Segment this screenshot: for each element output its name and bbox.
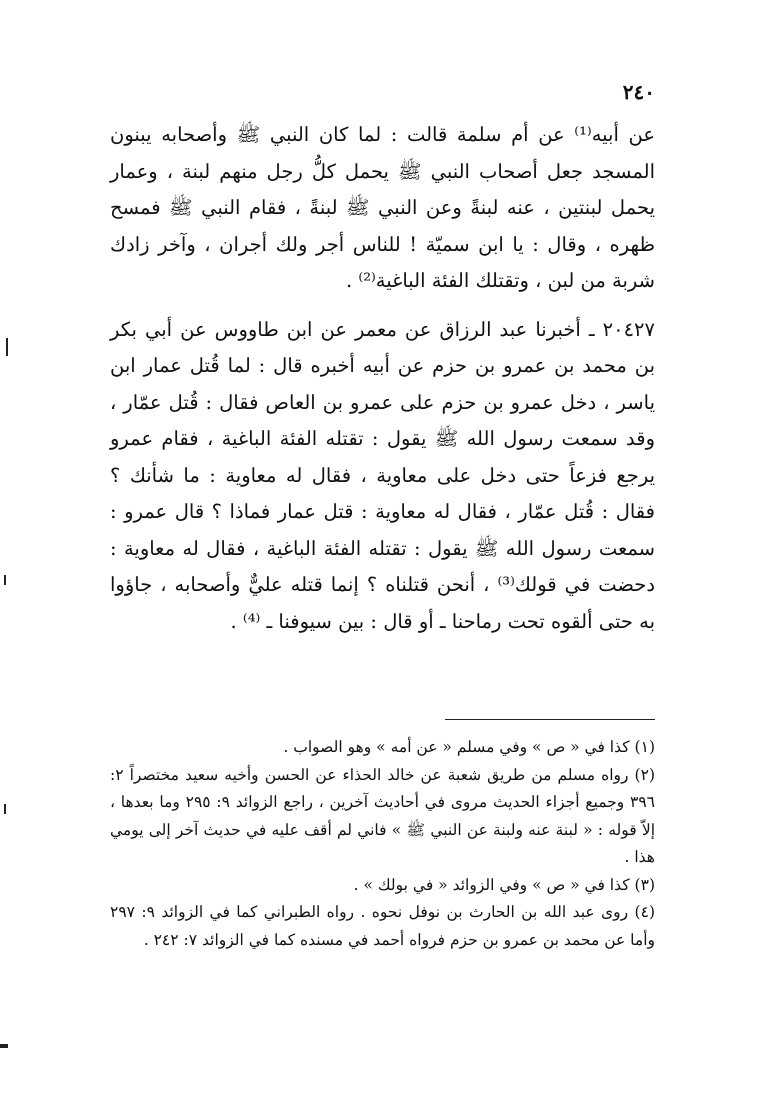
main-text [110, 117, 655, 640]
scan-artifact [4, 575, 6, 585]
scan-artifact [4, 804, 6, 814]
page-number: ٢٤٠ [622, 80, 655, 104]
hadith-paragraph-20427: ٢٠٤٢٧ ـ أخبرنا عبد الرزاق عن معمر عن ابن طاووس عن أبي بكر بن محمد بن عمرو بن حزم عن أبيه أخبره قال : لما قُتل عمار ابن ياسر ، دخل عمرو بن حزم على عمرو بن العاص فقال : قُتل عمّار ، وقد سمعت رسول الله ﷺ يقول : تقتله الفئة الباغية ، فقام عمرو يرجع فزعاً حتى دخل على معاوية ، فقال له معاوية : ما شأنك ؟ فقال : قُتل عمّار ، فقال له معاوية : قتل عمار فماذا ؟ قال عمرو : سمعت رسول الله ﷺ يقول : تقتله الفئة الباغية ، فقال له معاوية : دحضت في قولك⁽³⁾ ، أنحن قتلناه ؟ إنما قتله عليٌّ وأصحابه ، جاؤوا به حتى ألقوه تحت رماحنا ـ أو قال : بين سيوفنا ـ ⁽⁴⁾ . [110, 317, 656, 633]
footnote-4: (٤) روى عبد الله بن الحارث بن نوفل نحوه . رواه الطبراني كما في الزوائد ٩: ٢٩٧ وأما عن محمد بن عمرو بن حزم فرواه أحمد في مسنده كما في الزوائد ٧: ٢٤٢ . [110, 903, 655, 949]
footnotes [110, 734, 655, 954]
scan-artifact [6, 338, 8, 356]
footnote-divider [445, 719, 655, 720]
footnote-1: (١) كذا في « ص » وفي مسلم « عن أمه » وهو الصواب . [283, 738, 655, 756]
footnote-3: (٣) كذا في « ص » وفي الزوائد « في بولك » . [353, 875, 655, 894]
scan-artifact [0, 1044, 8, 1048]
hadith-paragraph-continued: عن أبيه⁽¹⁾ عن أم سلمة قالت : لما كان النبي ﷺ وأصحابه يبنون المسجد جعل أصحاب النبي ﷺ يحمل كلُّ رجل منهم لبنة ، وعمار يحمل لبنتين ، عنه لبنةً وعن النبي ﷺ لبنةً ، فقام النبي ﷺ فمسح ظهره ، وقال : يا ابن سميّة ! للناس أجر ولك أجران ، وآخر زادك شربة من لبن ، وتقتلك الفئة الباغية⁽²⁾ . [110, 123, 655, 292]
footnote-2: (٢) رواه مسلم من طريق شعبة عن خالد الحذاء عن الحسن وأخيه سعيد مختصراً ٢: ٣٩٦ وجميع أجزاء الحديث مروى في أحاديث آخرين ، راجع الزوائد ٩: ٢٩٥ وما بعدها ، إلاّ قوله : « لبنة عنه ولبنة عن النبي ﷺ » فاني لم أقف عليه في حديث آخر إلى يومي هذا . [110, 765, 655, 866]
